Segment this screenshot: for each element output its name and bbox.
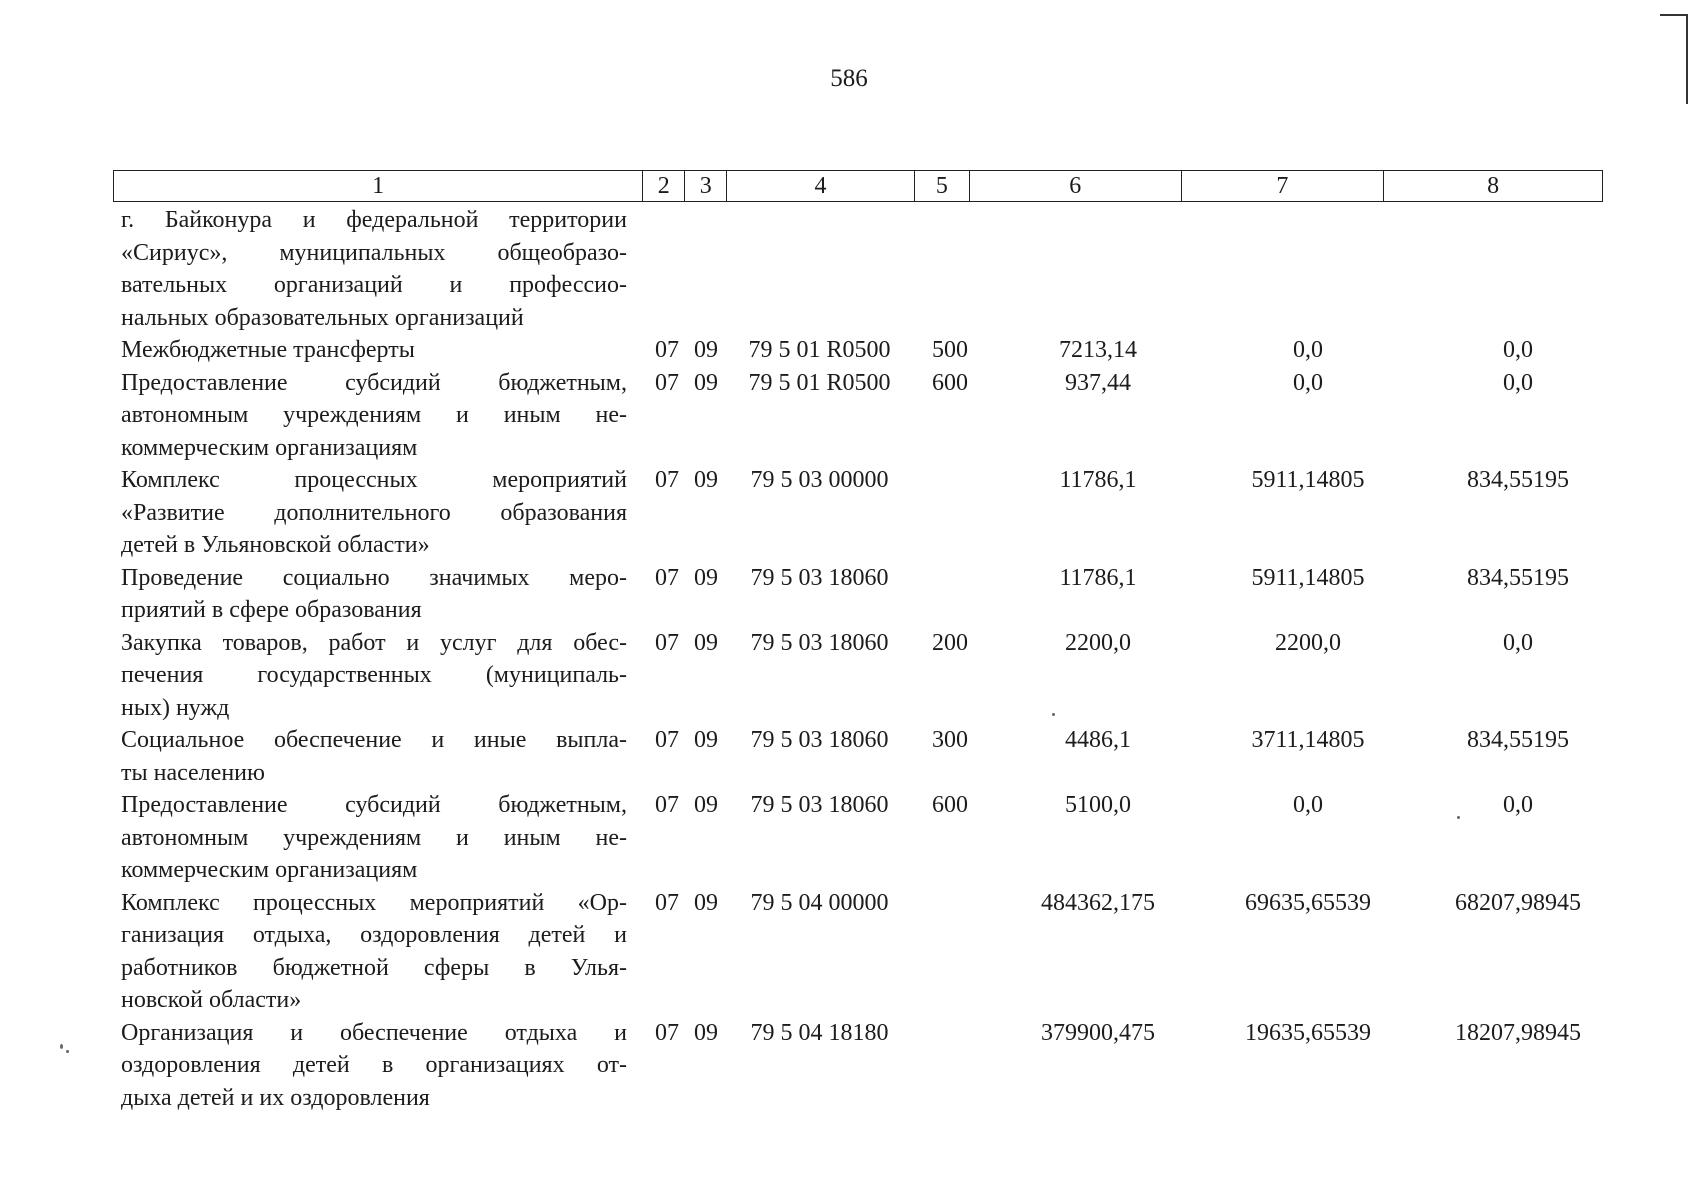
row-name [121, 789, 627, 887]
amount-col-7: 5911,14805 [1251, 467, 1365, 493]
section-code: 07 [655, 792, 679, 818]
expense-type-code: 600 [932, 369, 968, 396]
row-name-line: детей в Ульяновской области» [121, 532, 430, 558]
table-row [121, 562, 1603, 627]
amount-col-7: 2200,0 [1275, 629, 1341, 656]
row-name-line: Предоставление субсидий бюджетным, [121, 792, 627, 818]
section-code: 07 [655, 337, 679, 363]
target-article-code: 79 5 04 00000 [750, 889, 889, 916]
subsection-code: 09 [694, 629, 718, 656]
header-col-6: 6 [970, 171, 1182, 201]
subsection-code: 09 [694, 889, 718, 916]
subsection-code: 09 [694, 337, 718, 363]
target-article-code: 79 5 03 18060 [750, 792, 889, 818]
row-name-line: автономным учреждениям и иным не- [121, 824, 627, 851]
amount-col-7: 69635,65539 [1245, 889, 1371, 916]
header-col-5: 5 [915, 171, 970, 201]
row-name-line: новской области» [121, 987, 302, 1013]
amount-col-6: 4486,1 [1065, 727, 1131, 753]
amount-col-8: 68207,98945 [1455, 889, 1581, 916]
amount-col-8: 0,0 [1503, 337, 1533, 363]
amount-col-7: 19635,65539 [1245, 1019, 1371, 1046]
header-col-7: 7 [1182, 171, 1385, 201]
header-col-3: 3 [685, 171, 727, 201]
subsection-code: 09 [694, 369, 718, 396]
header-col-2: 2 [643, 171, 685, 201]
section-code: 07 [655, 467, 679, 493]
section-code: 07 [655, 889, 679, 916]
amount-col-8: 834,55195 [1467, 467, 1569, 493]
expense-type-code: 500 [932, 337, 968, 363]
amount-col-7: 0,0 [1293, 337, 1323, 363]
section-code: 07 [655, 564, 679, 591]
amount-col-6: 11786,1 [1059, 467, 1137, 493]
target-article-code: 79 5 01 R0500 [748, 337, 891, 363]
row-name-line: «Развитие дополнительного образования [121, 499, 627, 526]
row-name-line: Закупка товаров, работ и услуг для обес- [121, 629, 627, 656]
target-article-code: 79 5 03 00000 [750, 467, 889, 493]
table-row [121, 789, 1603, 887]
target-article-code: 79 5 03 18060 [750, 727, 889, 753]
row-name [121, 562, 627, 627]
row-name-line: приятий в сфере образования [121, 597, 422, 623]
table-row [121, 627, 1603, 725]
row-name-line: работников бюджетной сферы в Улья- [121, 954, 627, 981]
amount-col-6: 379900,475 [1041, 1019, 1155, 1046]
row-name [121, 1017, 627, 1115]
table-header [113, 170, 1603, 202]
amount-col-8: 0,0 [1503, 792, 1533, 818]
row-name-line: Комплекс процессных мероприятий [121, 467, 627, 493]
row-name-line: г. Байконура и федеральной территории [121, 207, 627, 233]
subsection-code: 09 [694, 1019, 718, 1046]
row-name-line: дыха детей и их оздоровления [121, 1084, 430, 1111]
amount-col-8: 834,55195 [1467, 564, 1569, 591]
row-name-line: Организация и обеспечение отдыха и [121, 1019, 627, 1046]
amount-col-7: 5911,14805 [1251, 564, 1365, 591]
table-row [121, 204, 1603, 334]
expense-type-code: 200 [932, 629, 968, 656]
row-name-line: вательных организаций и профессио- [121, 272, 627, 298]
table-row [121, 724, 1603, 789]
row-name-line: коммерческим организациям [121, 434, 418, 461]
amount-col-7: 0,0 [1293, 792, 1323, 818]
row-name [121, 627, 627, 725]
header-col-8: 8 [1487, 173, 1500, 199]
section-code: 07 [655, 1019, 679, 1046]
row-name-line: Межбюджетные трансферты [121, 337, 415, 363]
amount-col-8: 834,55195 [1467, 727, 1569, 753]
row-name [121, 887, 627, 1017]
table-row [121, 334, 1603, 367]
amount-col-6: 7213,14 [1059, 337, 1137, 363]
amount-col-6: 5100,0 [1065, 792, 1131, 818]
section-code: 07 [655, 629, 679, 656]
table-row [121, 464, 1603, 562]
subsection-code: 09 [694, 792, 718, 818]
row-name [121, 204, 627, 334]
subsection-code: 09 [694, 467, 718, 493]
header-col-1: 1 [114, 171, 643, 201]
amount-col-6: 11786,1 [1059, 564, 1137, 591]
amount-col-8: 18207,98945 [1455, 1019, 1581, 1046]
section-code: 07 [655, 727, 679, 753]
row-name-line: Проведение социально значимых меро- [121, 564, 627, 591]
amount-col-6: 2200,0 [1065, 629, 1131, 656]
amount-col-8: 0,0 [1503, 369, 1533, 396]
row-name [121, 464, 627, 562]
amount-col-8: 0,0 [1503, 629, 1533, 656]
header-col-4: 4 [727, 171, 915, 201]
amount-col-7: 0,0 [1293, 369, 1323, 396]
row-name-line: Социальное обеспечение и иные выпла- [121, 727, 627, 753]
target-article-code: 79 5 04 18180 [750, 1019, 889, 1046]
table-row [121, 887, 1603, 1017]
row-name-line: ных) нужд [121, 694, 230, 721]
subsection-code: 09 [694, 727, 718, 753]
row-name-line: ты населению [121, 759, 265, 786]
row-name-line: коммерческим организациям [121, 857, 418, 883]
row-name-line: «Сириус», муниципальных общеобразо- [121, 239, 627, 266]
subsection-code: 09 [694, 564, 718, 591]
table-row [121, 1017, 1603, 1115]
target-article-code: 79 5 03 18060 [750, 629, 889, 656]
row-name [121, 334, 627, 367]
row-name [121, 367, 627, 465]
row-name-line: Комплекс процессных мероприятий «Ор- [121, 889, 627, 916]
expense-type-code: 600 [932, 792, 968, 818]
section-code: 07 [655, 369, 679, 396]
row-name-line: печения государственных (муниципаль- [121, 662, 627, 688]
target-article-code: 79 5 03 18060 [750, 564, 889, 591]
row-name-line: оздоровления детей в организациях от- [121, 1052, 627, 1078]
amount-col-6: 937,44 [1065, 369, 1131, 396]
row-name-line: ганизация отдыха, оздоровления детей и [121, 922, 627, 948]
amount-col-7: 3711,14805 [1251, 727, 1365, 753]
target-article-code: 79 5 01 R0500 [748, 369, 891, 396]
row-name [121, 724, 627, 789]
expense-type-code: 300 [932, 727, 968, 753]
row-name-line: автономным учреждениям и иным не- [121, 402, 627, 428]
row-name-line: Предоставление субсидий бюджетным, [121, 369, 627, 396]
table-row [121, 367, 1603, 465]
row-name-line: нальных образовательных организаций [121, 304, 524, 331]
page-number: 586 [830, 65, 868, 92]
amount-col-6: 484362,175 [1041, 889, 1155, 916]
